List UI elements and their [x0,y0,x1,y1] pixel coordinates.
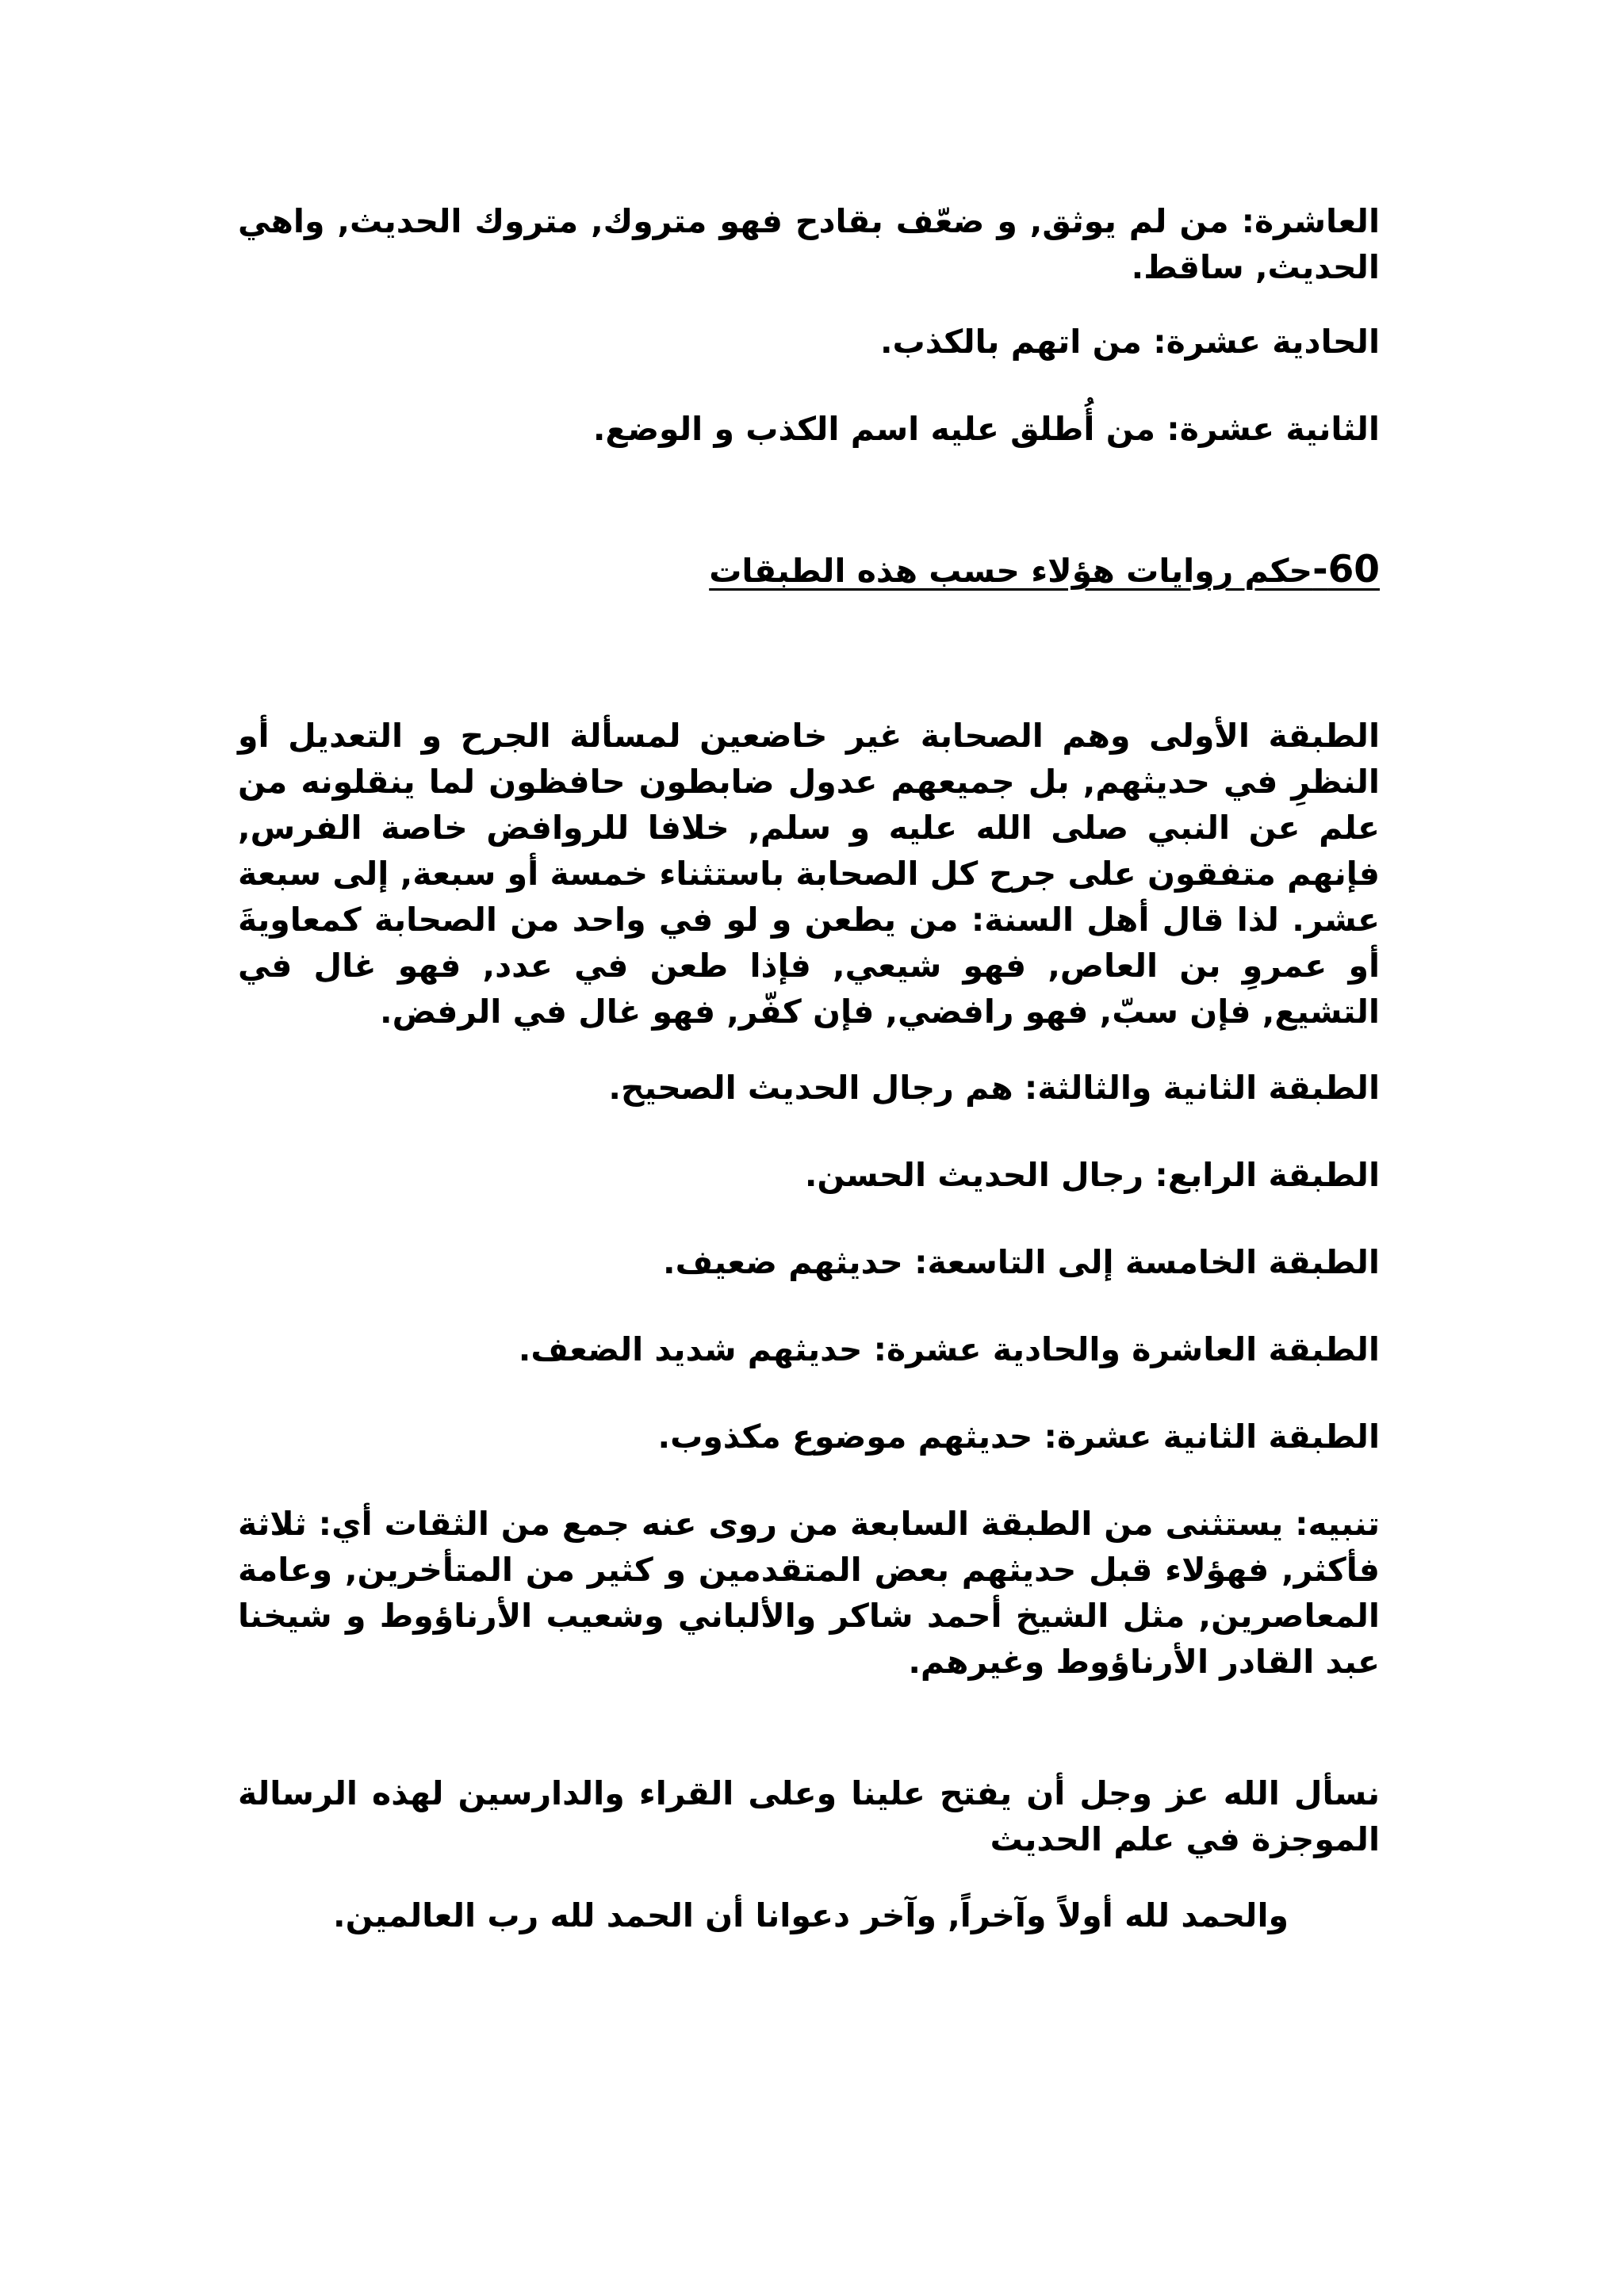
spacer [238,1715,1380,1770]
tier-11-definition: الحادية عشرة: من اتهم بالكذب. [879,323,1380,361]
document-body [238,198,1380,1938]
tier-1-ruling: الطبقة الأولى وهم الصحابة غير خاضعين لمسألة الجرح و التعديل أو النظرِ في حديثهم, بل جميعهم عدول ضابطون حافظون لما ينقلونه من علم عن النبي صلى الله عليه و سلم, خلافا للروافض خاصة الفرس, فإنهم متفقون على جرح كل الصحابة باستثناء خمسة أو سبعة, إلى سبعة عشر. لذا قال أهل السنة: من يطعن و لو في واحد من الصحابة كمعاويةَ أو عمروِ بن العاص, فهو شيعي, فإذا طعن في عدد, فهو غال في التشيع, فإن سبّ, فهو رافضي, فإن كفّر, فهو غال في الرفض. [238,717,1380,1031]
tier-4-ruling: الطبقة الرابع: رجال الحديث الحسن. [804,1156,1380,1194]
closing-dua: نسأل الله عز وجل أن يفتح علينا وعلى القراء والدارسين لهذه الرسالة الموجزة في علم الحديث [238,1774,1380,1858]
section-heading [238,547,1380,594]
tier-10-definition: العاشرة: من لم يوثق, و ضعّف بقادح فهو متروك, متروك الحديث, واهي الحديث, ساقط. [238,202,1380,286]
tier-12-ruling: الطبقة الثانية عشرة: حديثهم موضوع مكذوب. [657,1418,1380,1456]
closing-hamd: والحمد لله أولاً وآخراً, وآخر دعوانا أن الحمد لله رب العالمين. [333,1896,1289,1934]
tier-10-11-ruling: الطبقة العاشرة والحادية عشرة: حديثهم شديد الضعف. [518,1330,1380,1368]
tier-5-9-ruling: الطبقة الخامسة إلى التاسعة: حديثهم ضعيف. [663,1243,1380,1281]
tier-12-definition: الثانية عشرة: من أُطلق عليه اسم الكذب و الوضع. [592,410,1380,448]
note-paragraph: تنبيه: يستثنى من الطبقة السابعة من روى عنه جمع من الثقات أي: ثلاثة فأكثر, فهؤلاء قبل حديثهم بعض المتقدمين و كثير من المتأخرين, وعامة المعاصرين, مثل الشيخ أحمد شاكر والألباني وشعيب الأرناؤوط و شيخنا عبد القادر الأرناؤوط وغيرهم. [238,1505,1380,1681]
section-number: 60- [1312,548,1380,591]
tier-2-3-ruling: الطبقة الثانية والثالثة: هم رجال الحديث الصحيح. [608,1069,1380,1107]
section-title: حكم روايات هؤلاء حسب هذه الطبقات [709,552,1313,590]
